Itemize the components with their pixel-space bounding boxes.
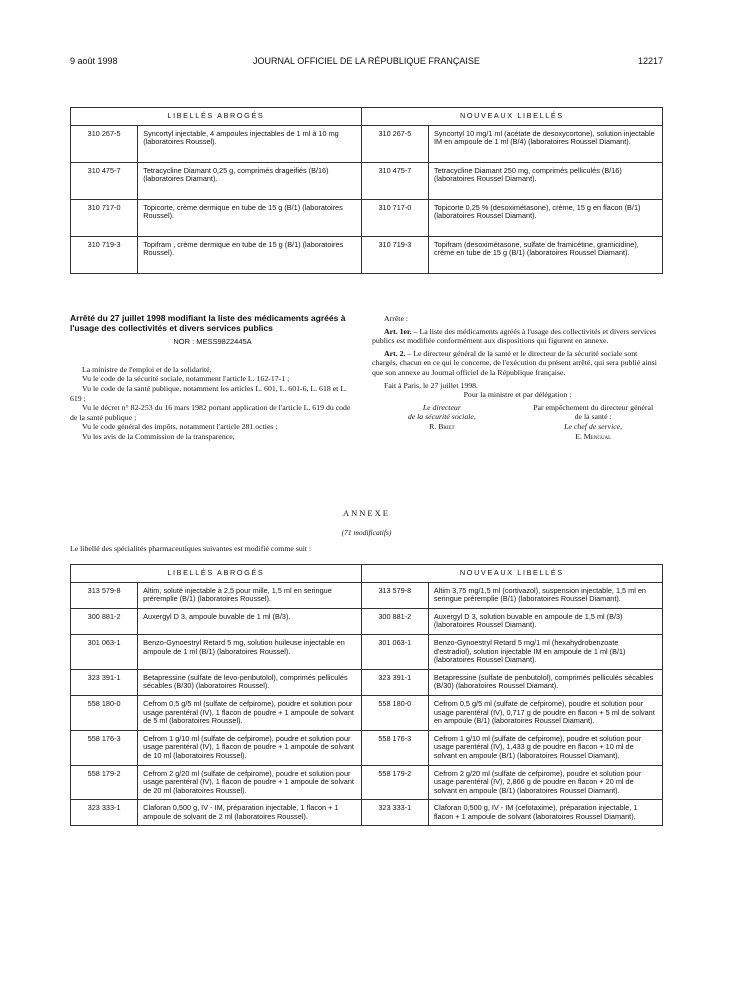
table-modifications-1 xyxy=(70,107,663,274)
row-label-old: Altim, soluté injectable à 2,5 pour mille, 1,5 ml en seringue préremplie (B/1) (laboratoires Roussel). xyxy=(138,582,362,608)
table-row xyxy=(71,730,663,765)
row-label-new: Topicorte 0,25 % (desoximétasone), crème, 15 g en flacon (B/1) (laboratoires Roussel Diamant). xyxy=(429,199,663,236)
article-2-text: – Le directeur général de la santé et le directeur de la sécurité sociale sont chargés, chacun en ce qui le concerne, de l'exécution du présent arrêté, qui sera publié ainsi que son annexe au Journal officiel de la République française. xyxy=(372,348,657,377)
signature-right-line1: Par empêchement du directeur général xyxy=(533,402,654,412)
paragraph: La ministre de l'emploi et de la solidarité, xyxy=(82,364,212,374)
article-1-text: – La liste des médicaments agréés à l'usage des collectivités et divers services publics est modifiée conformément aux dispositions qui figurent en annexe. xyxy=(372,326,657,346)
row-code-old: 301 063-1 xyxy=(71,634,138,669)
row-label-old: Betapressine (sulfate de levo-penbutolol), comprimés pelliculés sécables (B/30) (laboratoires Roussel). xyxy=(138,669,362,695)
page-header xyxy=(70,56,663,70)
row-code-new: 323 333-1 xyxy=(361,800,428,826)
row-code-old: 558 179-2 xyxy=(71,765,138,800)
article-2 xyxy=(372,349,663,378)
table-row xyxy=(71,669,663,695)
row-label-old: Syncortyl injectable, 4 ampoules injectables de 1 ml à 10 mg (laboratoires Roussel). xyxy=(138,125,362,162)
row-label-new: Claforan 0,500 g, IV - IM (cefotaxime), préparation injectable, 1 flacon + 1 ampoule de solvant (laboratoires Roussel Diamant). xyxy=(428,800,662,826)
row-label-new: Tetracycline Diamant 250 mg, comprimés pelliculés (B/16) (laboratoires Roussel Diamant). xyxy=(429,162,663,199)
table-row xyxy=(71,800,663,826)
article-1-label: Art. 1er. xyxy=(384,326,412,336)
signatures xyxy=(372,403,663,441)
nor-reference: NOR : MESS9822445A xyxy=(173,337,252,347)
row-label-new: Auxergyl D 3, solution buvable en ampoule de 1,5 ml (B/3) (laboratoires Roussel Diamant). xyxy=(428,608,662,634)
row-code-old: 313 579-8 xyxy=(71,582,138,608)
row-code-old: 300 881-2 xyxy=(71,608,138,634)
row-label-old: Cefrom 0,5 g/5 ml (sulfate de cefpirome), poudre et solution pour usage parentéral (IV), 1 flacon de poudre + 1 ampoule de solvant de 5 ml (laboratoires Roussel). xyxy=(138,695,362,730)
delegation-line: Pour la ministre et par délégation : xyxy=(463,390,572,400)
row-code-new: 310 719-3 xyxy=(361,236,428,273)
table-row xyxy=(71,162,663,199)
arrete-decision: Arrête : xyxy=(384,314,409,323)
row-code-old: 323 391-1 xyxy=(71,669,138,695)
arrete-title: Arrêté du 27 juillet 1998 modifiant la liste des médicaments agréés à l'usage des collectivités et divers services publics xyxy=(70,313,346,333)
row-code-old: 310 267-5 xyxy=(71,125,138,162)
row-label-new: Cefrom 1 g/10 ml (sulfate de cefpirome), poudre et solution pour usage parentéral (IV), 1,433 g de poudre en flacon + 10 ml de solvant en ampoule (B/1) (laboratoires Roussel Diamant). xyxy=(428,730,662,765)
fait-a-paris: Fait à Paris, le 27 juillet 1998. xyxy=(384,380,478,390)
paragraph: Vu les avis de la Commission de la transparence, xyxy=(82,431,235,441)
annexe-intro: Le libellé des spécialités pharmaceutiques suivantes est modifié comme suit : xyxy=(70,544,312,553)
annexe-title: ANNEXE xyxy=(343,508,390,518)
column-header-abroges: LIBELLÉS ABROGÉS xyxy=(71,108,362,126)
row-code-old: 558 180-0 xyxy=(71,695,138,730)
row-code-old: 558 176-3 xyxy=(71,730,138,765)
row-label-old: Benzo-Gynoestryl Retard 5 mg, solution huileuse injectable en ampoule de 1 ml (B/1) (laboratoires Roussel). xyxy=(138,634,362,669)
row-label-new: Cefrom 0,5 g/5 ml (sulfate de cefpirome), poudre et solution pour usage parentéral (IV), 0,717 g de poudre en flacon + 5 ml de solvant en ampoule (B/1) (laboratoires Roussel Diamant). xyxy=(428,695,662,730)
column-header-nouveaux: NOUVEAUX LIBELLÉS xyxy=(361,108,662,126)
header-journal-title: JOURNAL OFFICIEL DE LA RÉPUBLIQUE FRANÇAISE xyxy=(253,56,480,66)
annexe-subtitle: (71 modificatifs) xyxy=(341,528,392,537)
signature-left-title: Le directeur xyxy=(422,402,461,412)
row-code-old: 310 717-0 xyxy=(71,199,138,236)
row-code-new: 558 180-0 xyxy=(361,695,428,730)
arrete-left-column xyxy=(70,314,355,442)
row-code-new: 310 717-0 xyxy=(361,199,428,236)
column-header-abroges: LIBELLÉS ABROGÉS xyxy=(71,565,362,583)
table-row xyxy=(71,608,663,634)
table-row xyxy=(71,695,663,730)
table-row xyxy=(71,634,663,669)
signature-left xyxy=(372,403,512,441)
row-label-new: Topifram (desoximétasone, sulfate de framicétine, gramicidine), crème en tube de 15 g (B/1) (laboratoires Roussel Diamant). xyxy=(429,236,663,273)
row-code-old: 323 333-1 xyxy=(71,800,138,826)
table-row xyxy=(71,582,663,608)
header-date: 9 août 1998 xyxy=(70,56,118,66)
table-row xyxy=(71,199,663,236)
signature-left-service: de la sécurité sociale, xyxy=(407,412,476,422)
signature-right-line2: de la santé : xyxy=(574,412,612,422)
signature-right xyxy=(523,403,663,441)
row-code-new: 558 179-2 xyxy=(361,765,428,800)
row-label-new: Benzo-Gynoestryl Retard 5 mg/1 ml (hexahydrobenzoate d'estradiol), solution injectable IM en ampoule de 1 ml (B/1) (laboratoires Roussel Diamant). xyxy=(428,634,662,669)
row-code-new: 323 391-1 xyxy=(361,669,428,695)
paragraph: Vu le code général des impôts, notamment l'article 281 octies ; xyxy=(82,422,278,432)
table-row xyxy=(71,125,663,162)
signature-left-name: R. Briet xyxy=(429,421,455,431)
row-label-old: Cefrom 2 g/20 ml (sulfate de cefpirome), poudre et solution pour usage parentéral (IV), 1 flacon de poudre + 1 ampoule de solvant de 20 ml (laboratoires Roussel). xyxy=(138,765,362,800)
header-page-number: 12217 xyxy=(637,56,663,66)
row-label-new: Syncortyl 10 mg/1 ml (acétate de desoxycortone), solution injectable IM en ampoule de 1 ml (B/4) (laboratoires Roussel Diamant). xyxy=(429,125,663,162)
row-code-new: 558 176-3 xyxy=(361,730,428,765)
row-label-old: Topicorte, crème dermique en tube de 15 g (B/1) (laboratoires Roussel). xyxy=(138,199,362,236)
row-code-new: 301 063-1 xyxy=(361,634,428,669)
paragraph: Vu le code de la santé publique, notamment les articles L. 601, L. 601-6, L. 618 et L. 619 ; xyxy=(70,383,347,403)
signature-right-name: E. Mengual xyxy=(575,431,612,441)
article-1 xyxy=(372,327,663,346)
table-row xyxy=(71,236,663,273)
row-label-old: Claforan 0,500 g, IV - IM, préparation injectable, 1 flacon + 1 ampoule de solvant de 2 ml (laboratoires Roussel). xyxy=(138,800,362,826)
row-code-new: 310 475-7 xyxy=(361,162,428,199)
row-code-new: 310 267-5 xyxy=(361,125,428,162)
row-label-old: Tetracycline Diamant 0,25 g, comprimés drageifiés (B/16) (laboratoires Diamant). xyxy=(138,162,362,199)
table-modifications-2 xyxy=(70,564,663,826)
paragraph: Vu le code de la sécurité sociale, notamment l'article L. 162-17-1 ; xyxy=(82,374,290,384)
article-2-label: Art. 2. xyxy=(384,348,406,358)
row-label-new: Betapressine (sulfate de penbutolol), comprimés pelliculés sécables (B/30) (laboratoires Roussel Diamant). xyxy=(428,669,662,695)
paragraph: Vu le décret n° 82-253 du 16 mars 1982 portant application de l'article L. 619 du code de la santé publique ; xyxy=(70,403,351,422)
table-row xyxy=(71,765,663,800)
row-label-old: Cefrom 1 g/10 ml (sulfate de cefpirome), poudre et solution pour usage parentéral (IV), 1 flacon de poudre + 1 ampoule de solvant de 10 ml (laboratoires Roussel). xyxy=(138,730,362,765)
row-label-old: Auxergyl D 3, ampoule buvable de 1 ml (B/3). xyxy=(138,608,362,634)
row-code-old: 310 719-3 xyxy=(71,236,138,273)
row-label-old: Topifram , crème dermique en tube de 15 g (B/1) (laboratoires Roussel). xyxy=(138,236,362,273)
signature-right-title: Le chef de service, xyxy=(564,421,623,431)
column-header-nouveaux: NOUVEAUX LIBELLÉS xyxy=(361,565,662,583)
arrete-right-column xyxy=(372,314,663,441)
row-label-new: Altim 3,75 mg/1,5 ml (cortivazol), suspension injectable, 1,5 ml en seringue préremplie (B/1) (laboratoires Roussel Diamant). xyxy=(428,582,662,608)
row-code-new: 313 579-8 xyxy=(361,582,428,608)
row-code-old: 310 475-7 xyxy=(71,162,138,199)
row-code-new: 300 881-2 xyxy=(361,608,428,634)
row-label-new: Cefrom 2 g/20 ml (sulfate de cefpirome), poudre et solution pour usage parentéral (IV), 2,866 g de poudre en flacon + 20 ml de solvant en ampoule (B/1) (laboratoires Roussel Diamant). xyxy=(428,765,662,800)
